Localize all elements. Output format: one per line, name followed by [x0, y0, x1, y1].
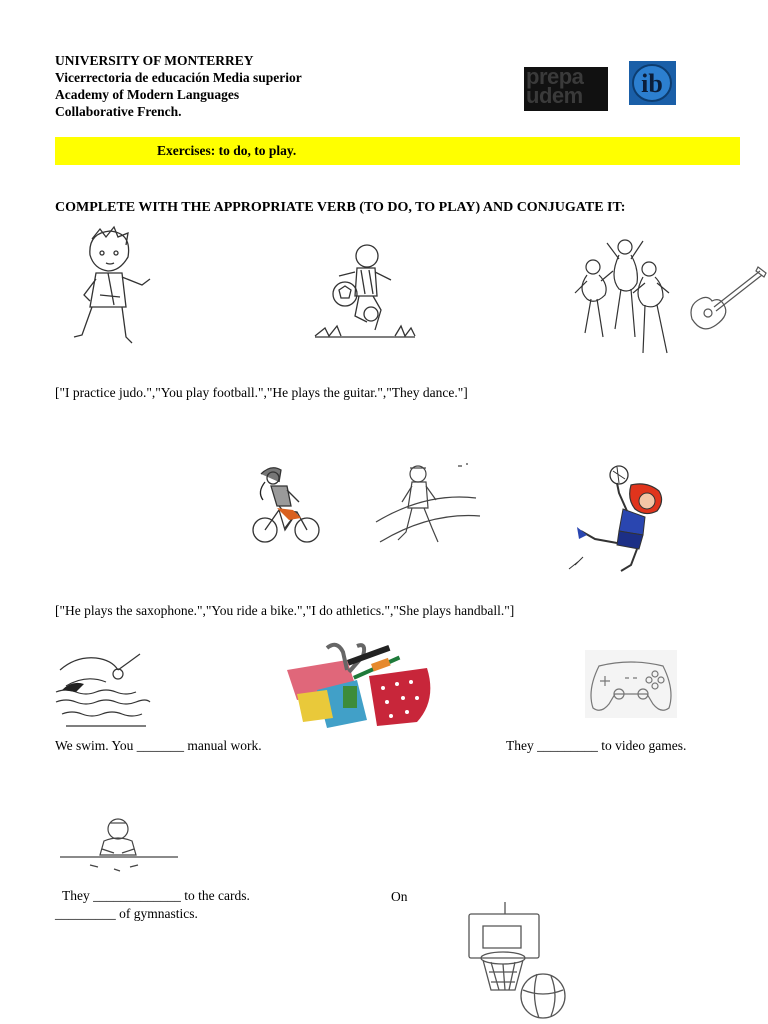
instruction-heading: COMPLETE WITH THE APPROPRIATE VERB (TO DO, TO PLAY) AND CONJUGATE IT:	[55, 200, 626, 215]
header-academy: Academy of Modern Languages	[55, 87, 240, 102]
handball-player-illustration	[567, 465, 675, 573]
row4-left-text: They _____________ to the cards.	[62, 888, 250, 903]
guitar-illustration	[686, 265, 768, 337]
logo-prepa-text: prepa	[526, 67, 584, 89]
basketball-hoop-illustration	[465, 898, 569, 1024]
row3-left-text: We swim. You _______ manual work.	[55, 738, 262, 753]
ib-logo-text: ib	[641, 69, 663, 98]
header-course: Collaborative French.	[55, 104, 182, 119]
card-player-illustration	[60, 815, 178, 873]
row2-answers: ["He plays the saxophone.","You ride a bike.","I do athletics.","She plays handball."]	[55, 603, 515, 618]
header-vicerrectoria: Vicerrectoria de educación Media superior	[55, 70, 302, 85]
school-header	[55, 52, 302, 120]
ib-logo	[629, 61, 676, 105]
row3-right-text: They _________ to video games.	[506, 738, 687, 753]
craft-supplies-illustration	[287, 640, 437, 730]
row4-mid-text: On	[391, 889, 408, 904]
gamepad-illustration	[585, 650, 677, 718]
ballet-dancers-illustration	[573, 233, 677, 358]
ib-logo-icon	[629, 61, 676, 105]
row1-answers: ["I practice judo.","You play football.","He plays the guitar.","They dance."]	[55, 385, 468, 400]
judo-boy-illustration	[70, 225, 158, 350]
football-player-illustration	[315, 240, 420, 340]
header-university: UNIVERSITY OF MONTERREY	[55, 53, 254, 68]
cyclist-illustration	[251, 462, 323, 548]
prepa-udem-logo	[524, 67, 608, 111]
exercise-banner	[55, 137, 740, 165]
banner-title: Exercises: to do, to play.	[157, 143, 297, 158]
runner-illustration	[376, 462, 480, 548]
logo-udem-text: udem	[526, 83, 583, 108]
swimmer-illustration	[56, 640, 150, 728]
row4-bottom-text: _________ of gymnastics.	[55, 906, 198, 921]
